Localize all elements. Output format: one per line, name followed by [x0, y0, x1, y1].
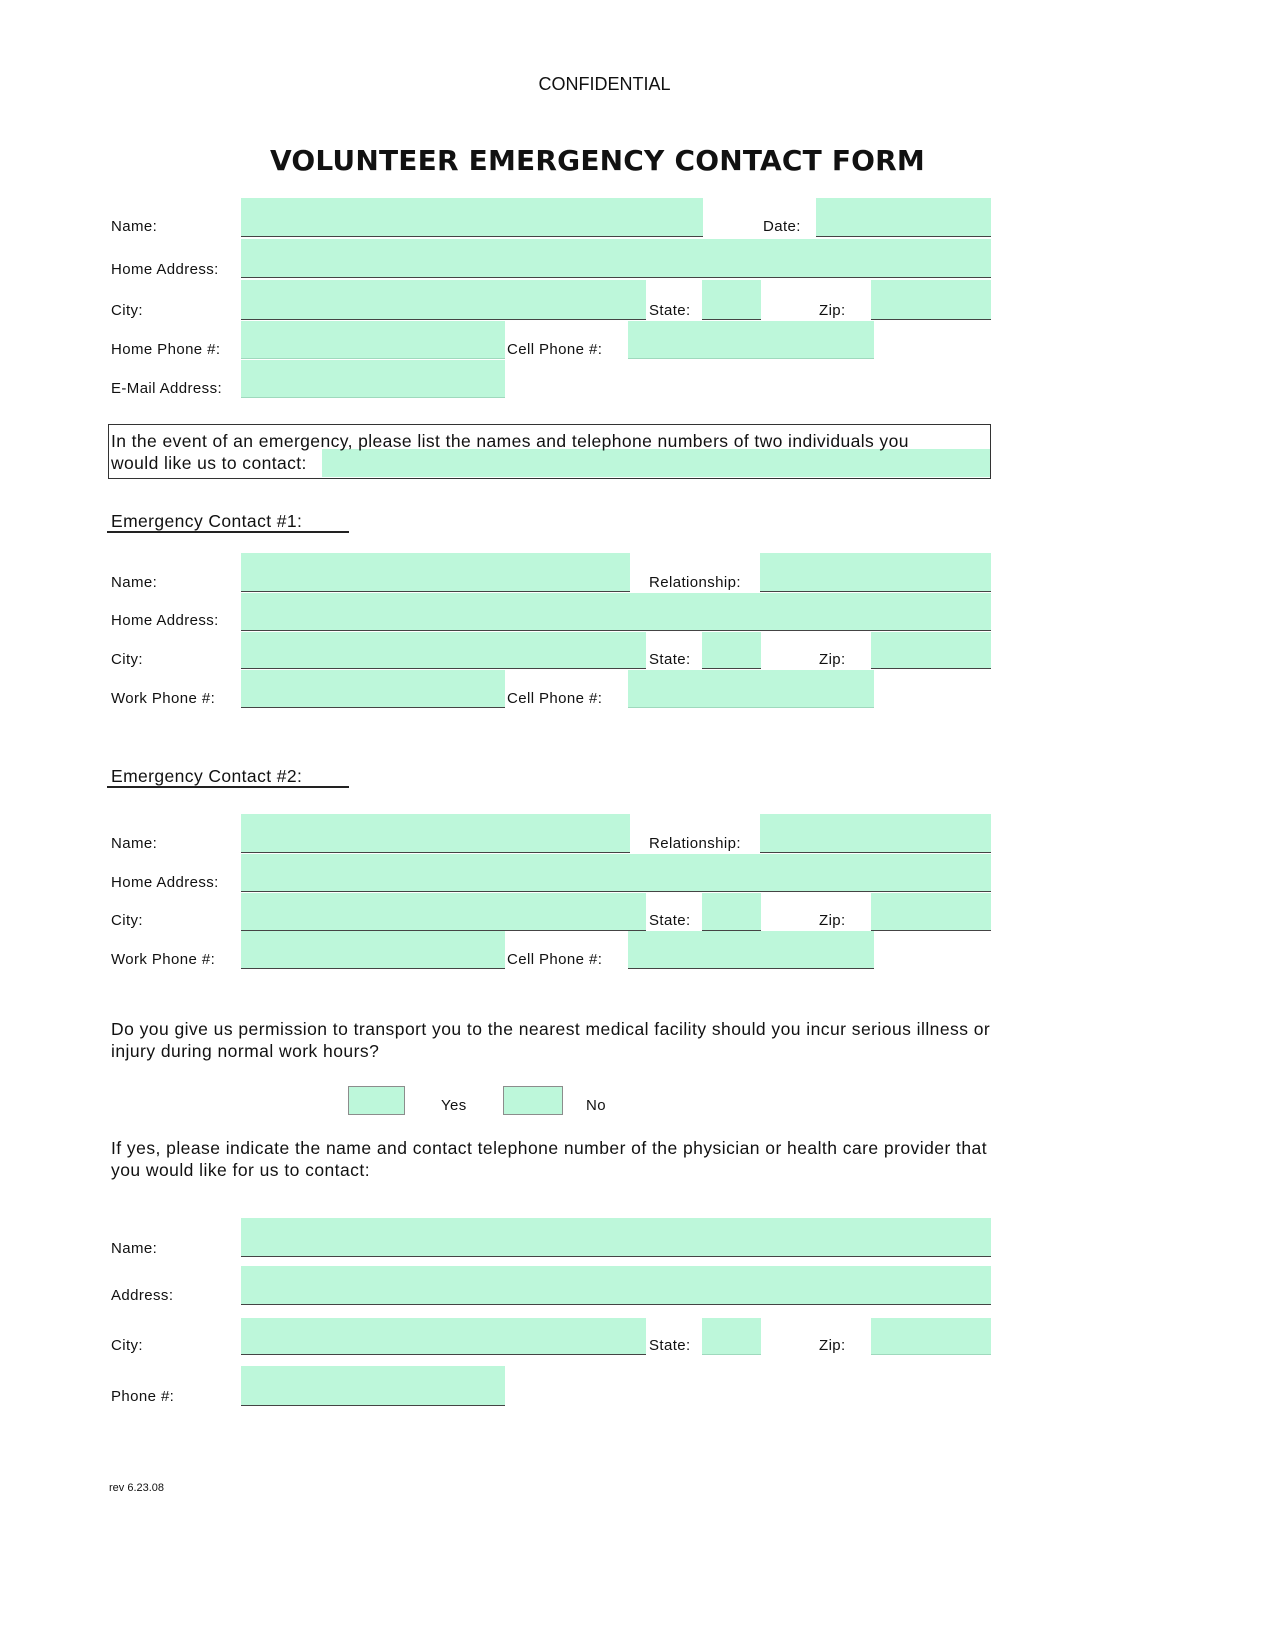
instructions-line1: In the event of an emergency, please list the names and telephone numbers of two individuals you	[111, 431, 909, 451]
contact1-state-input[interactable]	[702, 632, 761, 669]
permission-no-checkbox[interactable]	[503, 1086, 563, 1115]
contact2-city-label: City:	[111, 912, 143, 929]
contact1-zip-input[interactable]	[871, 632, 991, 669]
home-phone-label: Home Phone #:	[111, 341, 221, 358]
contact1-home-address-input[interactable]	[241, 593, 991, 631]
date-label: Date:	[763, 218, 801, 235]
contact2-relationship-input[interactable]	[760, 814, 991, 853]
instructions-line2: would like us to contact:	[111, 453, 307, 473]
email-label: E-Mail Address:	[111, 380, 223, 397]
name-label: Name:	[111, 218, 158, 235]
contact1-relationship-input[interactable]	[760, 553, 991, 592]
contact2-relationship-label: Relationship:	[649, 835, 741, 852]
physician-zip-input[interactable]	[871, 1318, 991, 1355]
contact2-work-phone-input[interactable]	[241, 931, 505, 969]
contact2-work-phone-label: Work Phone #:	[111, 951, 216, 968]
page-title: VOLUNTEER EMERGENCY CONTACT FORM	[270, 144, 925, 177]
contact2-name-input[interactable]	[241, 814, 630, 853]
contact1-name-input[interactable]	[241, 553, 630, 592]
physician-phone-input[interactable]	[241, 1366, 505, 1406]
home-address-label: Home Address:	[111, 261, 219, 278]
contact2-state-label: State:	[649, 912, 691, 929]
contact1-heading-underline	[107, 531, 349, 533]
physician-instructions-line2: you would like for us to contact:	[111, 1160, 371, 1180]
physician-address-input[interactable]	[241, 1266, 991, 1305]
contact2-city-input[interactable]	[241, 893, 646, 931]
permission-yes-label: Yes	[441, 1097, 467, 1114]
zip-input[interactable]	[871, 280, 991, 320]
contact1-heading: Emergency Contact #1:	[111, 511, 303, 531]
contact1-relationship-label: Relationship:	[649, 574, 741, 591]
physician-phone-label: Phone #:	[111, 1388, 175, 1405]
contact1-home-address-label: Home Address:	[111, 612, 219, 629]
contact2-zip-input[interactable]	[871, 893, 991, 931]
confidential-label: CONFIDENTIAL	[538, 74, 671, 94]
state-input[interactable]	[702, 280, 761, 320]
state-label: State:	[649, 302, 691, 319]
contact1-state-label: State:	[649, 651, 691, 668]
physician-state-input[interactable]	[702, 1318, 761, 1355]
permission-yes-checkbox[interactable]	[348, 1086, 405, 1115]
contact2-heading: Emergency Contact #2:	[111, 766, 303, 786]
cell-phone-input[interactable]	[628, 321, 874, 359]
physician-city-input[interactable]	[241, 1318, 646, 1355]
permission-no-label: No	[586, 1097, 606, 1114]
contact2-cell-phone-label: Cell Phone #:	[507, 951, 603, 968]
contact2-home-address-input[interactable]	[241, 854, 991, 892]
email-input[interactable]	[241, 360, 505, 398]
contact1-cell-phone-input[interactable]	[628, 670, 874, 708]
contact1-work-phone-input[interactable]	[241, 670, 505, 708]
physician-zip-label: Zip:	[819, 1337, 846, 1354]
permission-question-line2: injury during normal work hours?	[111, 1041, 380, 1061]
name-input[interactable]	[241, 198, 703, 237]
contact1-name-label: Name:	[111, 574, 158, 591]
contact2-state-input[interactable]	[702, 893, 761, 931]
revision-label: rev 6.23.08	[109, 1482, 165, 1494]
zip-label: Zip:	[819, 302, 846, 319]
physician-address-label: Address:	[111, 1287, 174, 1304]
cell-phone-label: Cell Phone #:	[507, 341, 603, 358]
instructions-input[interactable]	[322, 449, 990, 477]
city-label: City:	[111, 302, 143, 319]
physician-instructions-line1: If yes, please indicate the name and contact telephone number of the physician or health care provider that	[111, 1138, 988, 1158]
contact2-cell-phone-input[interactable]	[628, 931, 874, 969]
contact2-name-label: Name:	[111, 835, 158, 852]
contact2-zip-label: Zip:	[819, 912, 846, 929]
contact1-cell-phone-label: Cell Phone #:	[507, 690, 603, 707]
home-address-input[interactable]	[241, 239, 991, 278]
home-phone-input[interactable]	[241, 321, 505, 359]
physician-state-label: State:	[649, 1337, 691, 1354]
physician-city-label: City:	[111, 1337, 143, 1354]
physician-name-input[interactable]	[241, 1218, 991, 1257]
contact1-zip-label: Zip:	[819, 651, 846, 668]
physician-name-label: Name:	[111, 1240, 158, 1257]
permission-question-line1: Do you give us permission to transport you to the nearest medical facility should you incur serious illness or	[111, 1019, 991, 1039]
date-input[interactable]	[816, 198, 991, 237]
contact1-city-label: City:	[111, 651, 143, 668]
contact1-city-input[interactable]	[241, 632, 646, 669]
contact2-heading-underline	[107, 786, 349, 788]
city-input[interactable]	[241, 280, 646, 320]
contact1-work-phone-label: Work Phone #:	[111, 690, 216, 707]
contact2-home-address-label: Home Address:	[111, 874, 219, 891]
